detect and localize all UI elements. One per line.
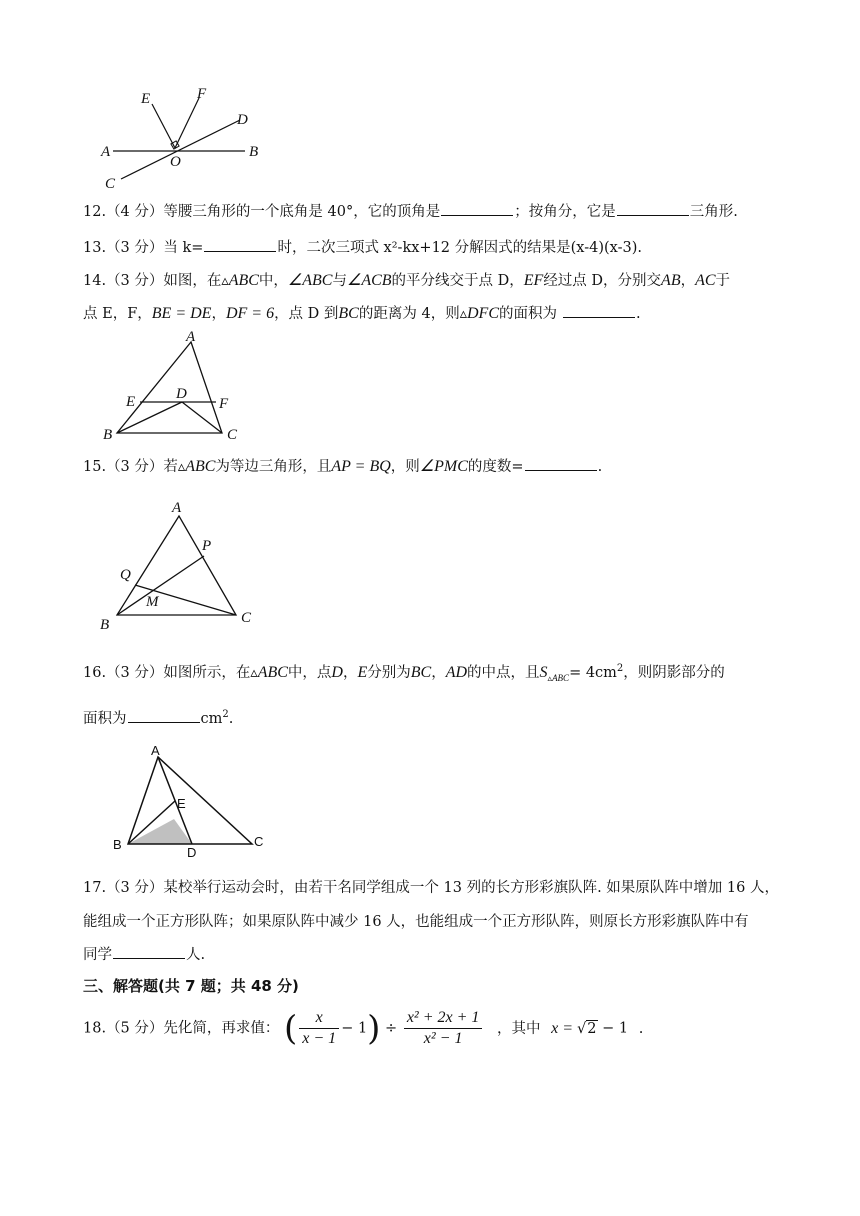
question-16-line2: 面积为 $cm^2$.	[83, 709, 234, 727]
section-heading: 三、解答题(共 7 题；共 48 分)	[83, 977, 299, 995]
question-17-line2: 能组成一个正方形队阵；如果原队阵中减少 16 人，也能组成一个正方形队阵，则原长方形彩旗队阵中有	[83, 914, 749, 930]
label-F: F	[197, 86, 207, 102]
label-F: F	[219, 396, 229, 412]
label-C: C	[105, 176, 116, 192]
label-D: D	[187, 845, 197, 860]
question-12: 12.（4 分）等腰三角形的一个底角是 40°，它的顶角是 ；按角分，它是 三角形.	[83, 201, 738, 222]
label-A: A	[172, 500, 182, 516]
label-A: A	[151, 743, 160, 758]
label-E: E	[141, 91, 151, 107]
label-D: D	[237, 112, 248, 128]
label-B: B	[100, 617, 110, 633]
label-E: E	[126, 394, 136, 410]
answer-blank[interactable]	[617, 201, 689, 216]
figure-angles	[95, 82, 275, 192]
label-Q: Q	[120, 567, 131, 583]
figure-equilateral	[96, 494, 266, 634]
question-14-line2: 点 E，F，BE = DE，DF = 6，点 D 到BC的距离为 4，则▵DFC的面积为 .	[83, 305, 641, 322]
label-C: C	[254, 834, 264, 849]
label-C: C	[227, 427, 238, 443]
label-B: B	[113, 837, 122, 852]
answer-blank[interactable]	[441, 201, 513, 216]
label-P: P	[202, 538, 212, 554]
label-B: B	[103, 427, 113, 443]
figure-shaded-triangle	[108, 740, 268, 860]
answer-blank[interactable]	[563, 303, 635, 318]
label-A: A	[101, 144, 111, 160]
question-14-line1: 14.（3 分）如图，在▵ABC中，∠ABC与∠ACB的平分线交于点 D，EF经过点 D，分别交AB，AC于	[83, 272, 731, 289]
question-16-line1: 16.（3 分）如图所示，在▵ABC中，点D，E分别为BC，AD的中点，且$S_{▵ABC}= 4cm^2$，则阴影部分的	[83, 663, 725, 684]
label-C: C	[241, 610, 252, 626]
label-A: A	[186, 329, 196, 345]
label-M: M	[146, 594, 159, 610]
question-18: 18.（5 分）先化简，再求值： ( $\frac{x}{x - 1}$ − 1) ÷ $\frac{\text{x² + 2x + 1}}{\text{x² − 1}}$ ，其中 x = √2 − 1 .	[83, 1008, 644, 1049]
question-13: 13.（3 分）当 k= 时，二次三项式 x²-kx+12 分解因式的结果是(x-4)(x-3).	[83, 237, 642, 258]
question-17-line3: 同学 人.	[83, 944, 205, 965]
label-D: D	[176, 386, 187, 402]
figure-triangle-efd	[98, 326, 258, 446]
answer-blank[interactable]	[113, 944, 185, 959]
answer-blank[interactable]	[204, 237, 276, 252]
question-15: 15.（3 分）若▵ABC为等边三角形，且AP = BQ，则∠PMC的度数= .	[83, 458, 603, 475]
answer-blank[interactable]	[525, 456, 597, 471]
label-B: B	[249, 144, 259, 160]
answer-blank[interactable]	[128, 708, 200, 723]
label-O: O	[170, 154, 181, 170]
question-17-line1: 17.（3 分）某校举行运动会时，由若干名同学组成一个 13 列的长方形彩旗队阵. 如果原队阵中增加 16 人，	[83, 880, 779, 896]
label-E: E	[177, 796, 186, 811]
